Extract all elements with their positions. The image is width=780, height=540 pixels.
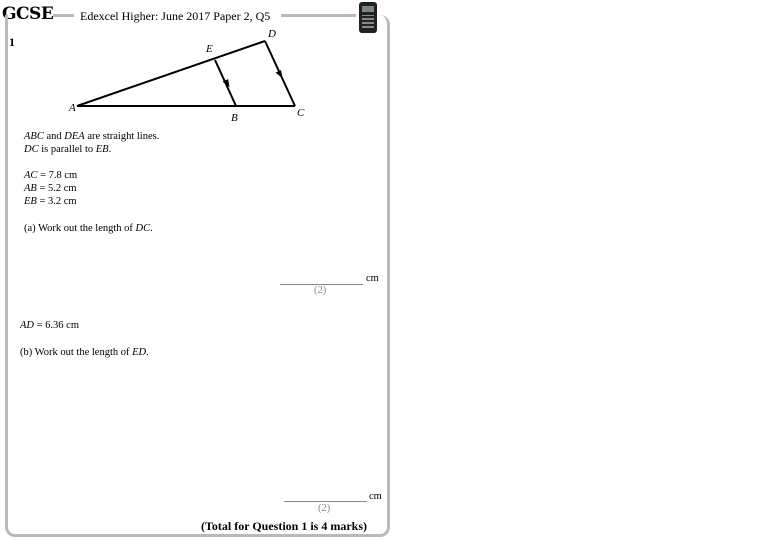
statement-line-2: DC is parallel to EB. — [24, 144, 112, 155]
part-b-marks: (2) — [318, 503, 331, 514]
part-b-prompt: (b) Work out the length of ED. — [20, 347, 149, 358]
statement-line-1: ABC and DEA are straight lines. — [24, 131, 160, 142]
label-d: D — [268, 28, 276, 40]
part-a-marks: (2) — [314, 285, 327, 296]
part-b-unit: cm — [369, 491, 382, 502]
question-number: 1 — [9, 35, 15, 49]
given-ab: AB = 5.2 cm — [24, 183, 77, 194]
paper-subtitle: Edexcel Higher: June 2017 Paper 2, Q5 — [80, 9, 271, 23]
label-a: A — [69, 102, 76, 114]
given-eb: EB = 3.2 cm — [24, 196, 77, 207]
given-ac: AC = 7.8 cm — [24, 170, 78, 181]
triangle-diagram — [0, 0, 390, 130]
part-b-answer-line[interactable] — [284, 501, 367, 502]
gcse-logo: GCSE — [2, 4, 54, 24]
total-marks: (Total for Question 1 is 4 marks) — [201, 519, 368, 533]
given-ad: AD = 6.36 cm — [20, 320, 79, 331]
label-c: C — [297, 107, 305, 119]
label-e: E — [206, 43, 213, 55]
label-b: B — [231, 112, 238, 124]
line-ad — [77, 41, 265, 106]
part-a-prompt: (a) Work out the length of DC. — [24, 223, 153, 234]
part-a-unit: cm — [366, 273, 379, 284]
